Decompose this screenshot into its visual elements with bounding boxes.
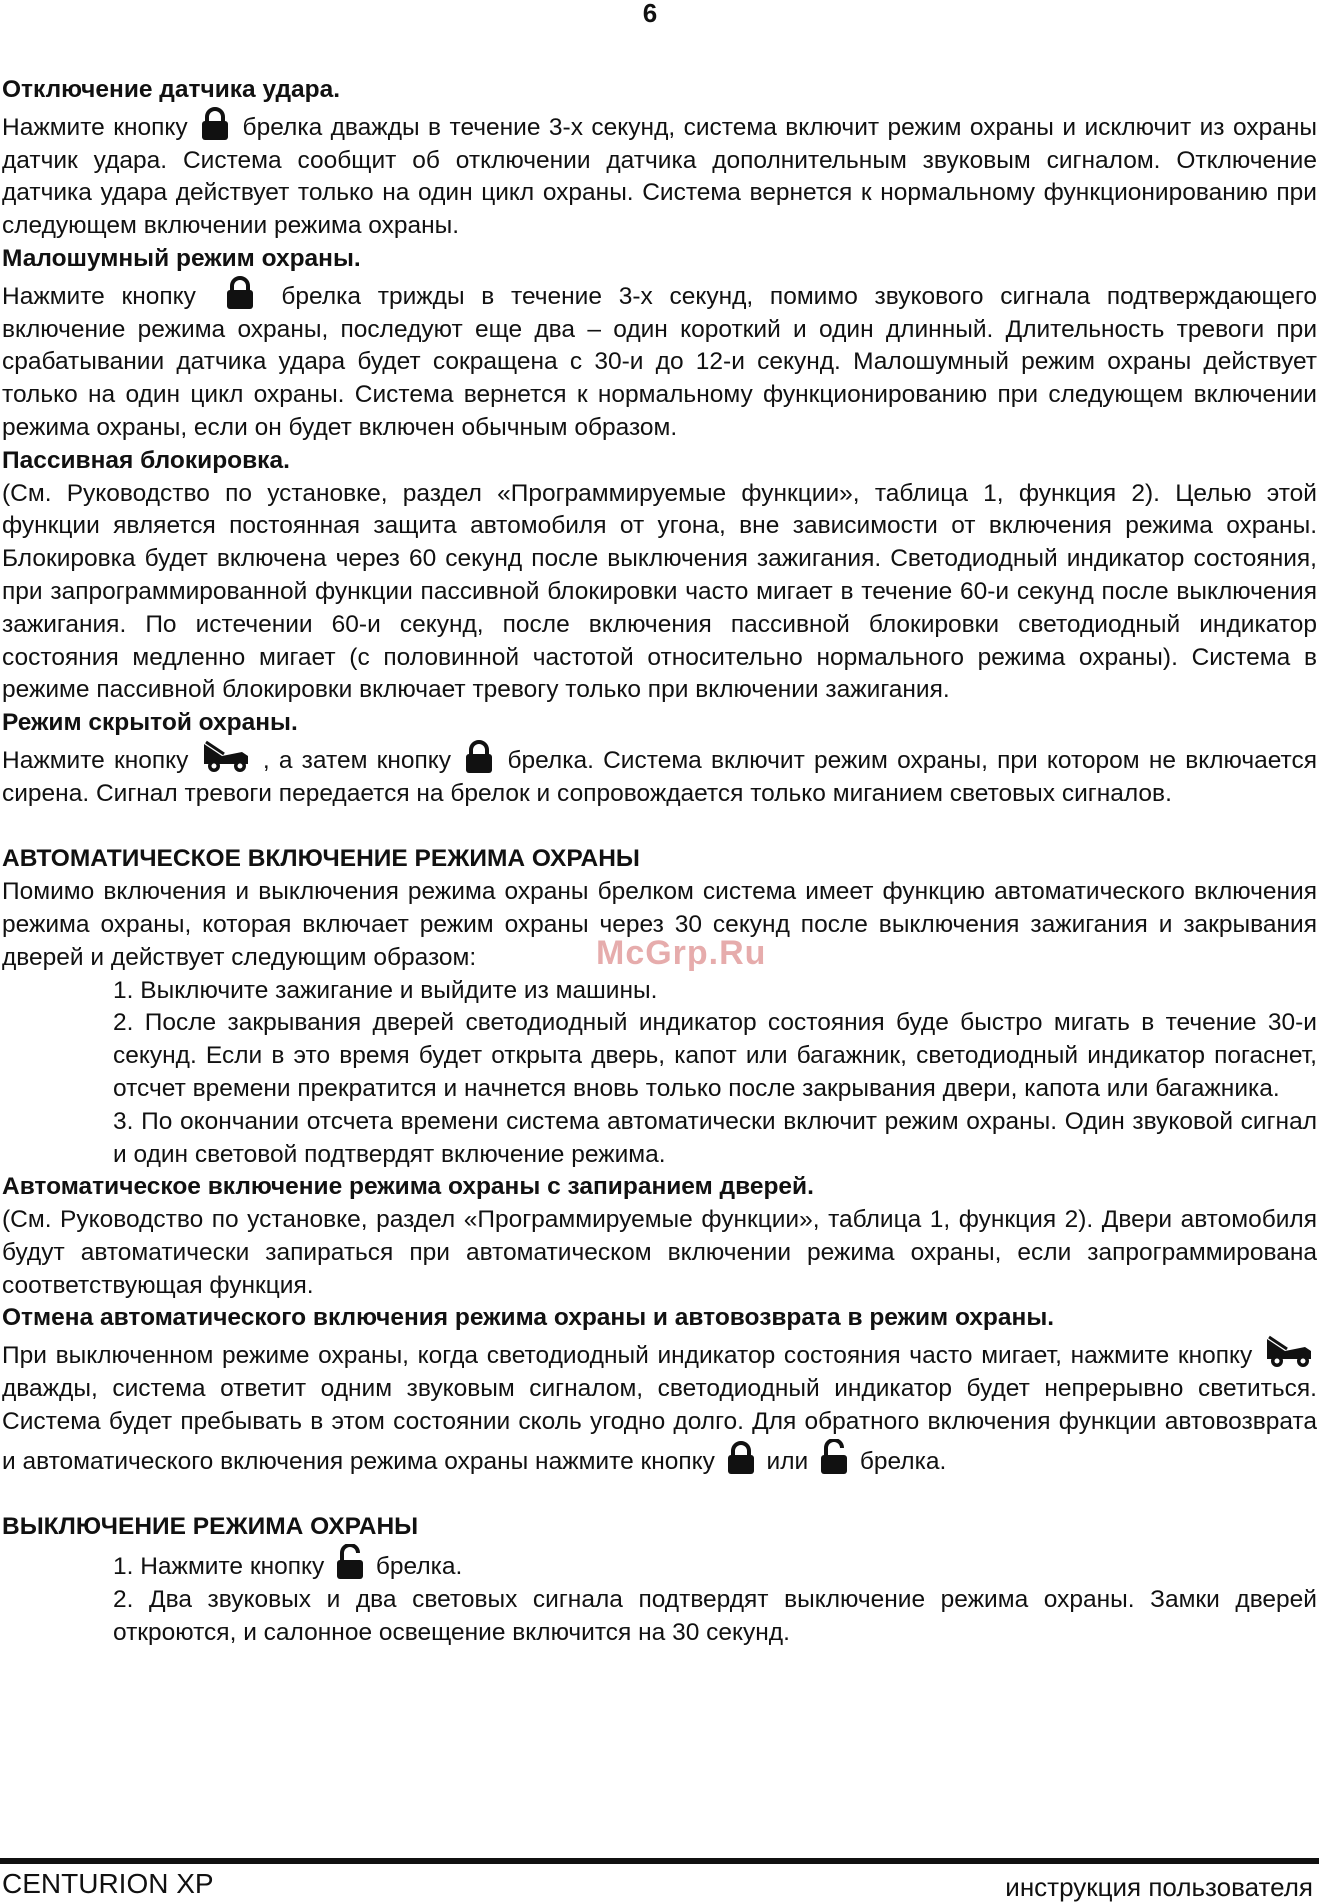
paragraph-quiet-mode: Нажмите кнопку брелка трижды в течение 3-х секунд, помимо звукового сигнала подтверждающего включение режима охраны, последуют еще два – один короткий и один длинный. Длительность тревоги при срабатывании датчика удара будет сокращена с 30-и до 12-и секунд. Малошумный режим охраны действует только на один цикл охраны. Система вернется к нормальному функционированию при следующем включении режима охраны, если он будет включен обычным образом. xyxy=(2,276,1317,445)
car-icon xyxy=(1265,1335,1313,1369)
footer-divider xyxy=(0,1858,1319,1864)
section-heading-auto-arming: АВТОМАТИЧЕСКОЕ ВКЛЮЧЕНИЕ РЕЖИМА ОХРАНЫ xyxy=(2,845,640,873)
lock-icon xyxy=(217,276,261,310)
list-item: 3. По окончании отсчета времени система автоматически включит режим охраны. Один звуковой сигнал и один световой подтвердят включение режима. xyxy=(113,1107,1317,1168)
car-icon xyxy=(202,740,250,774)
paragraph-shock-sensor-off: Нажмите кнопку брелка дважды в течение 3-х секунд, система включит режим охраны и исключит из охраны датчик удара. Система сообщит об отключении датчика дополнительным звуковым сигналом. Отключение датчика удара действует только на один цикл охраны. Система вернется к нормальному функционированию при следующем включении режима охраны. xyxy=(2,107,1317,243)
lock-icon xyxy=(464,740,494,774)
watermark: McGrp.Ru xyxy=(596,934,767,972)
section-heading-shock-sensor-off: Отключение датчика удара. xyxy=(2,76,341,103)
paragraph-auto-arming: Помимо включения и выключения режима охраны брелком система имеет функцию автоматического включения режима охраны, которая включает режим охраны через 30 секунд после выключения зажигания и закрывания дверей и действует следующим образом: xyxy=(2,878,1317,971)
section-heading-auto-arming-door-lock: Автоматическое включение режима охраны с запиранием дверей. xyxy=(2,1173,814,1201)
list-item: 2. Два звуковых и два световых сигнала подтвердят выключение режима охраны. Замки дверей откроются, и салонное освещение включится на 30 секунд. xyxy=(113,1585,1317,1646)
list-item: 2. После закрывания дверей светодиодный индикатор состояния буде быстро мигать в течение 30-и секунд. Если в это время будет открыта дверь, капот или багажник, светодиодный индикатор погаснет, отсчет времени прекратится и начнется вновь только после закрывания двери, капота или багажника. xyxy=(113,1009,1317,1102)
paragraph-cancel-auto-arming: При выключенном режиме охраны, когда светодиодный индикатор состояния часто мигает, нажмите кнопку дважды, система ответит одним звуковым сигналом, светодиодный индикатор будет непрерывно светиться. Система будет пребывать в этом состоянии сколь угодно долго. Для обратного включения функции автовозврата и автоматического включения режима охраны нажмите кнопку или брелка. xyxy=(2,1335,1317,1478)
section-heading-quiet-mode: Малошумный режим охраны. xyxy=(2,244,361,272)
section-heading-disarming: ВЫКЛЮЧЕНИЕ РЕЖИМА ОХРАНЫ xyxy=(2,1513,419,1541)
lock-icon xyxy=(726,1441,756,1475)
document-body xyxy=(2,74,1317,1649)
paragraph-hidden-mode: Нажмите кнопку , а затем кнопку брелка. Система включит режим охраны, при котором не включается сирена. Сигнал тревоги передается на брелок и сопровождается только миганием световых сигналов. xyxy=(2,740,1317,811)
page-number: 6 xyxy=(642,0,658,28)
footer-product-name: CENTURION XP xyxy=(2,1868,214,1899)
paragraph-auto-arming-door-lock: (См. Руководство по установке, раздел «Программируемые функции», таблица 1, функция 2). Двери автомобиля будут автоматически запираться при автоматическом включении режима охраны, если запрограммирована соответствующая функция. xyxy=(2,1206,1317,1299)
section-heading-passive-immobilizer: Пассивная блокировка. xyxy=(2,446,290,474)
lock-icon xyxy=(200,107,230,141)
unlock-icon xyxy=(819,1439,849,1475)
section-heading-hidden-mode: Режим скрытой охраны. xyxy=(2,709,298,737)
unlock-icon xyxy=(335,1544,365,1580)
section-heading-cancel-auto-arming: Отмена автоматического включения режима охраны и автовозврата в режим охраны. xyxy=(2,1304,1055,1332)
list-item: 1. Нажмите кнопку брелка. xyxy=(2,1544,1317,1584)
paragraph-passive-immobilizer: (См. Руководство по установке, раздел «Программируемые функции», таблица 1, функция 2). Целью этой функции является постоянная защита автомобиля от угона, вне зависимости от включения режима охраны. Блокировка будет включена через 60 секунд после выключения зажигания. Светодиодный индикатор состояния, при запрограммированной функции пассивной блокировки часто мигает в течение 60-и секунд после выключения зажигания. По истечении 60-и секунд, после включения пассивной блокировки светодиодный индикатор состояния медленно мигает (с половинной частотой относительно нормального режима охраны). Система в режиме пассивной блокировки включает тревогу только при включении зажигания. xyxy=(2,479,1317,704)
list-item: 1. Выключите зажигание и выйдите из машины. xyxy=(113,976,658,1004)
footer-doc-title: инструкция пользователя xyxy=(1005,1872,1313,1902)
